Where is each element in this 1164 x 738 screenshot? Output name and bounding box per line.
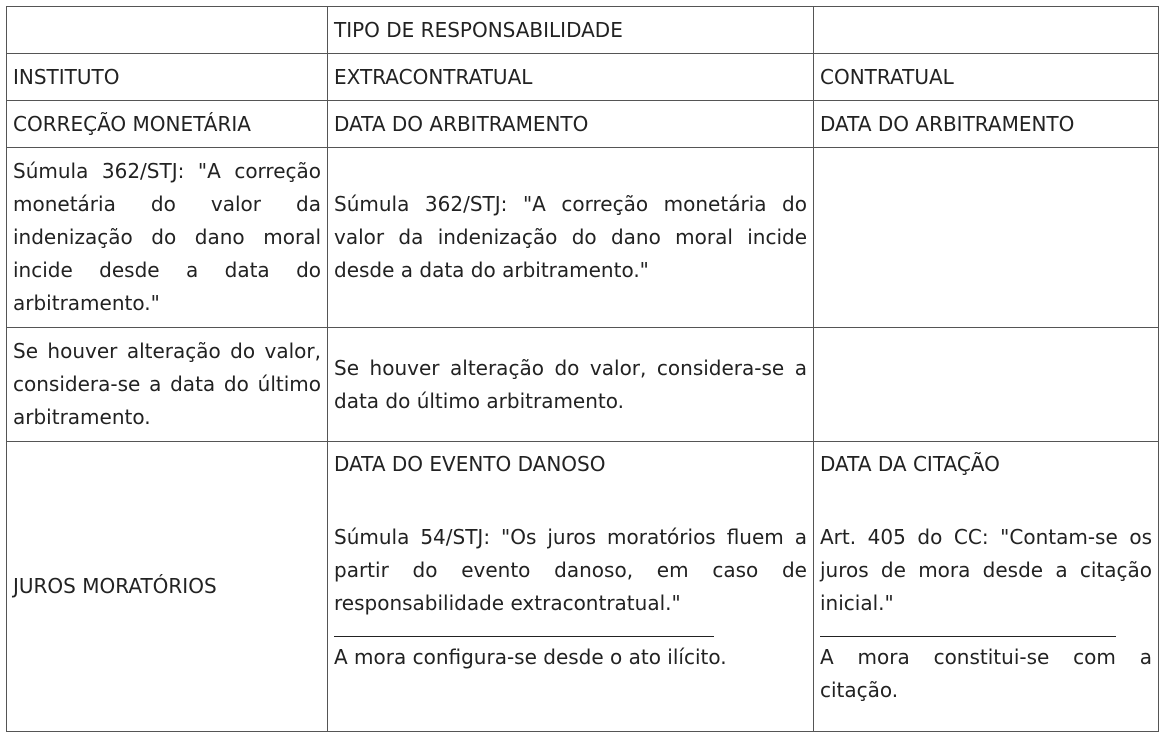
spacer	[334, 481, 807, 521]
juros-extra-sumula: Súmula 54/STJ: "Os juros moratórios fluem a partir do evento danoso, em caso de responsabilidade extracontratual."	[334, 525, 807, 615]
table-row	[7, 54, 1159, 101]
empty-cell	[814, 328, 1159, 442]
empty-cell	[814, 148, 1159, 328]
juros-label: JUROS MORATÓRIOS	[7, 442, 328, 732]
juros-contr-cell	[814, 442, 1159, 732]
divider-line	[334, 620, 714, 637]
correcao-alteracao-mid: Se houver alteração do valor, considera-se a data do último arbitramento.	[328, 328, 814, 442]
header-instituto: INSTITUTO	[7, 54, 328, 101]
correcao-label: CORREÇÃO MONETÁRIA	[7, 101, 328, 148]
divider-line	[820, 620, 1116, 637]
header-extracontratual: EXTRACONTRATUAL	[328, 54, 814, 101]
juros-extra-title: DATA DO EVENTO DANOSO	[334, 452, 606, 476]
correcao-sumula-mid: Súmula 362/STJ: "A correção monetária do valor da indenização do dano moral incide desde a data do arbitramento."	[328, 148, 814, 328]
juros-contr-art: Art. 405 do CC: "Contam-se os juros de mora desde a citação inicial."	[820, 525, 1152, 615]
header-contratual: CONTRATUAL	[814, 54, 1159, 101]
spacer	[820, 481, 1152, 521]
table-row	[7, 7, 1159, 54]
juros-extra-cell	[328, 442, 814, 732]
empty-cell	[814, 7, 1159, 54]
correcao-sumula-left: Súmula 362/STJ: "A correção monetária do valor da indenização do dano moral incide desde a data do arbitramento."	[7, 148, 328, 328]
juros-extra-note: A mora configura-se desde o ato ilícito.	[334, 645, 727, 669]
juros-contr-note: A mora constitui-se com a citação.	[820, 645, 1152, 702]
correcao-alteracao-left: Se houver alteração do valor, considera-se a data do último arbitramento.	[7, 328, 328, 442]
table-row	[7, 101, 1159, 148]
correcao-extra-title: DATA DO ARBITRAMENTO	[328, 101, 814, 148]
responsabilidade-table	[6, 6, 1159, 732]
table-row	[7, 148, 1159, 328]
table-row	[7, 328, 1159, 442]
table-row	[7, 442, 1159, 732]
juros-contr-title: DATA DA CITAÇÃO	[820, 452, 1000, 476]
header-tipo: TIPO DE RESPONSABILIDADE	[328, 7, 814, 54]
correcao-contr-title: DATA DO ARBITRAMENTO	[814, 101, 1159, 148]
empty-cell	[7, 7, 328, 54]
